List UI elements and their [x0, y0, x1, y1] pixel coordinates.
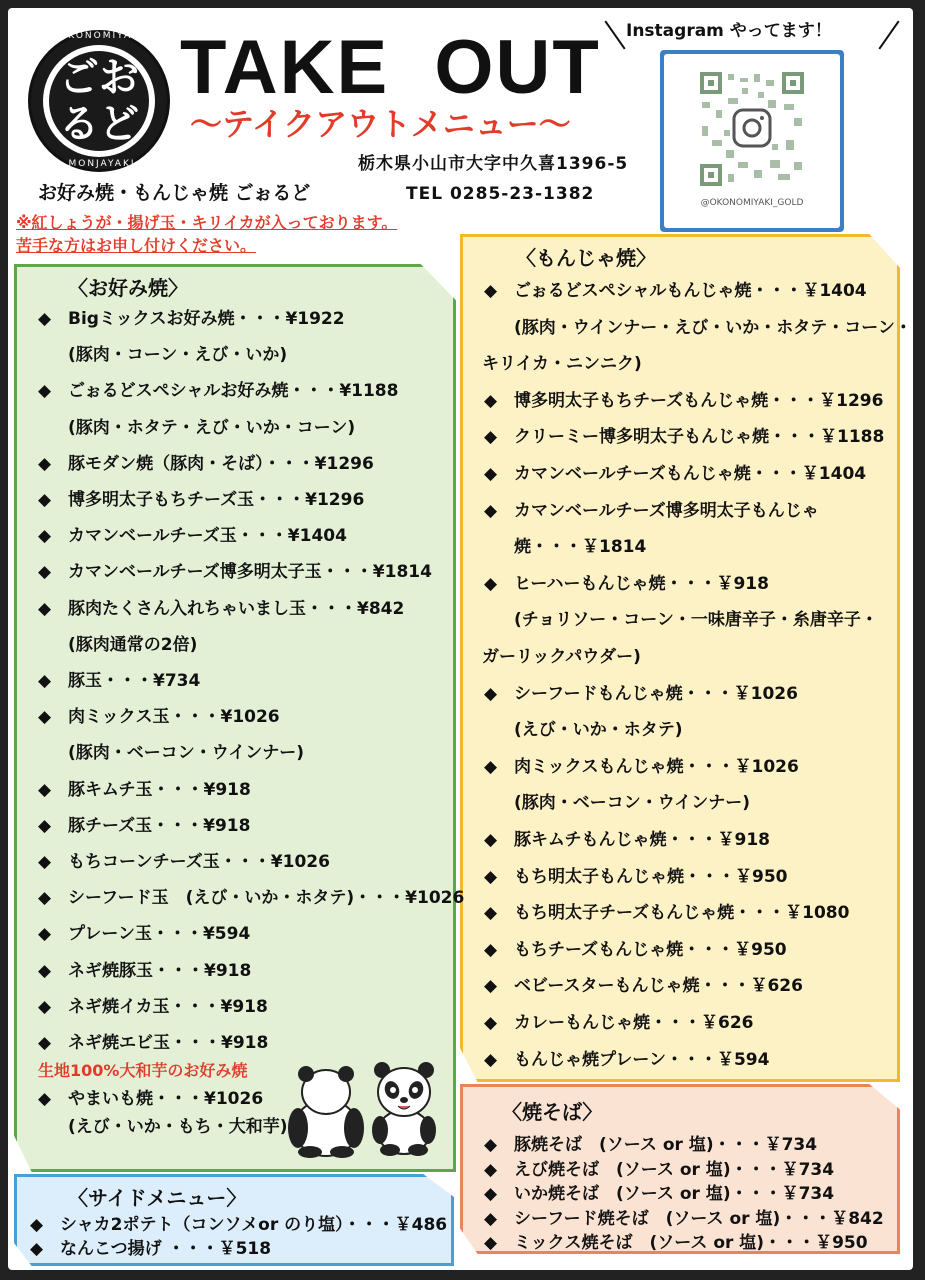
- bullet-icon: ◆: [484, 830, 498, 850]
- menu-item: ◆ もちコーンチーズ玉・・・¥1026: [38, 852, 330, 872]
- bullet-icon: ◆: [484, 391, 498, 411]
- bullet-icon: ◆: [484, 1013, 498, 1033]
- shop-name: お好み焼・もんじゃ焼 ごぉるど: [38, 182, 311, 204]
- menu-item: ◆ ベビースターもんじゃ焼・・・￥626: [484, 976, 803, 996]
- bullet-icon: ◆: [484, 427, 498, 447]
- menu-item-note: (豚肉・ベーコン・ウインナー): [68, 743, 305, 763]
- bullet-icon: ◆: [38, 562, 52, 582]
- logo-top-text: OKONOMIYAKI: [59, 31, 145, 41]
- bullet-icon: ◆: [484, 281, 498, 301]
- bullet-icon: ◆: [484, 757, 498, 777]
- panda-back-illustration: [286, 1066, 366, 1158]
- menu-item: ◆ ミックス焼そば (ソース or 塩)・・・￥950: [484, 1233, 868, 1253]
- menu-item-note-yamaimo: (えび・いか・もち・大和芋): [68, 1117, 288, 1137]
- menu-item: ◆ カレーもんじゃ焼・・・￥626: [484, 1013, 754, 1033]
- menu-item: ◆ シャカ2ポテト（コンソメor のり塩）・・・￥486: [30, 1215, 448, 1235]
- yamaimo-heading: 生地100%大和芋のお好み焼: [38, 1061, 248, 1080]
- bullet-icon: ◆: [484, 1135, 498, 1155]
- bullet-icon: ◆: [38, 309, 52, 329]
- instagram-label: Instagram やってます！: [626, 21, 832, 41]
- menu-item: ◆ シーフード焼そば (ソース or 塩)・・・￥842: [484, 1208, 884, 1229]
- menu-page: [8, 8, 913, 1270]
- shop-phone: TEL 0285-23-1382: [406, 184, 595, 204]
- menu-item-note: (豚肉通常の2倍): [68, 635, 198, 655]
- allergy-warning-line-1: ※紅しょうが・揚げ玉・キリイカが入っております。: [16, 213, 398, 232]
- monjayaki-title: 〈もんじゃ焼〉: [516, 246, 656, 270]
- bullet-icon: ◆: [38, 490, 52, 510]
- side-menu-title: 〈サイドメニュー〉: [68, 1186, 247, 1210]
- bullet-icon: ◆: [484, 464, 498, 484]
- menu-item-note: (えび・いか・ホタテ): [514, 720, 683, 740]
- bullet-icon: ◆: [38, 526, 52, 546]
- page-title: TAKE OUT: [180, 25, 601, 110]
- bullet-icon: ◆: [30, 1239, 44, 1259]
- menu-item: ◆ 博多明太子もちチーズ玉・・・¥1296: [38, 490, 365, 510]
- menu-item: ◆ なんこつ揚げ ・・・￥518: [30, 1239, 272, 1259]
- bullet-icon: ◆: [484, 501, 498, 521]
- bullet-icon: ◆: [484, 940, 498, 960]
- bullet-icon: ◆: [484, 867, 498, 887]
- bullet-icon: ◆: [484, 903, 498, 923]
- menu-item: ◆ 豚キムチもんじゃ焼・・・￥918: [484, 830, 770, 850]
- bullet-icon: ◆: [484, 684, 498, 704]
- bullet-icon: ◆: [38, 599, 52, 619]
- menu-item: ◆ ヒーハーもんじゃ焼・・・￥918: [484, 574, 769, 594]
- menu-item-note: 焼・・・￥1814: [514, 537, 647, 557]
- bullet-icon: ◆: [38, 381, 52, 401]
- menu-item: ◆ 肉ミックス玉・・・¥1026: [38, 707, 280, 727]
- bullet-icon: ◆: [38, 1033, 52, 1053]
- bullet-icon: ◆: [38, 671, 52, 691]
- panda-front-illustration: [368, 1060, 440, 1156]
- instagram-handle: @OKONOMIYAKI_GOLD: [700, 198, 804, 208]
- menu-item: ◆ クリーミー博多明太子もんじゃ焼・・・￥1188: [484, 427, 885, 447]
- bullet-icon: ◆: [484, 1184, 498, 1204]
- menu-item: ◆ ごぉるどスペシャルもんじゃ焼・・・￥1404: [484, 281, 867, 301]
- menu-item: ◆ Bigミックスお好み焼・・・¥1922: [38, 309, 345, 329]
- menu-item: ◆ 豚モダン焼（豚肉・そば）・・・¥1296: [38, 454, 374, 474]
- menu-item: ◆ シーフード玉 (えび・いか・ホタテ)・・・¥1026: [38, 888, 465, 908]
- emphasis-line-left: [604, 21, 625, 50]
- menu-item: ◆ シーフードもんじゃ焼・・・￥1026: [484, 684, 798, 704]
- okonomiyaki-title: 〈お好み焼〉: [68, 276, 188, 300]
- page-subtitle: 〜テイクアウトメニュー〜: [190, 105, 571, 143]
- menu-item: ◆ もちチーズもんじゃ焼・・・￥950: [484, 940, 787, 960]
- menu-item: ◆ 豚肉たくさん入れちゃいまし玉・・・¥842: [38, 599, 405, 619]
- bullet-icon: ◆: [38, 924, 52, 944]
- bullet-icon: ◆: [484, 976, 498, 996]
- qr-code-icon[interactable]: [698, 70, 806, 188]
- menu-item: ◆ いか焼そば (ソース or 塩)・・・￥734: [484, 1184, 835, 1204]
- bullet-icon: ◆: [30, 1215, 44, 1235]
- bullet-icon: ◆: [38, 707, 52, 727]
- menu-item: ◆ もんじゃ焼プレーン・・・￥594: [484, 1050, 770, 1070]
- bullet-icon: ◆: [38, 961, 52, 981]
- menu-item: ◆ プレーン玉・・・¥594: [38, 924, 251, 944]
- bullet-icon: ◆: [38, 454, 52, 474]
- logo-main-text: ごおるど: [49, 51, 149, 151]
- menu-item: ◆ 豚チーズ玉・・・¥918: [38, 816, 251, 836]
- menu-item-note: (豚肉・コーン・えび・いか): [68, 345, 288, 365]
- instagram-qr-card[interactable]: [660, 50, 844, 232]
- menu-item: ◆ えび焼そば (ソース or 塩)・・・￥734: [484, 1159, 835, 1180]
- bullet-icon: ◆: [38, 888, 52, 908]
- menu-item-note: (チョリソー・コーン・一味唐辛子・糸唐辛子・: [514, 610, 878, 630]
- bullet-icon: ◆: [484, 1233, 498, 1253]
- menu-item-note: (豚肉・ウインナー・えび・いか・ホタテ・コーン・: [514, 318, 912, 338]
- menu-item-note: (豚肉・ベーコン・ウインナー): [514, 793, 751, 813]
- menu-item: ◆ 豚キムチ玉・・・¥918: [38, 780, 251, 800]
- menu-item: ◆ もち明太子チーズもんじゃ焼・・・￥1080: [484, 903, 850, 923]
- menu-item: ◆ ネギ焼豚玉・・・¥918: [38, 961, 252, 981]
- menu-item: ◆ カマンベールチーズ博多明太子玉・・・¥1814: [38, 562, 432, 582]
- menu-item: ◆ カマンベールチーズもんじゃ焼・・・￥1404: [484, 464, 867, 484]
- shop-address: 栃木県小山市大字中久喜1396-5: [358, 154, 629, 174]
- menu-item: ◆ ネギ焼エビ玉・・・¥918: [38, 1033, 269, 1053]
- shop-logo: [28, 30, 170, 172]
- menu-item: ◆ 肉ミックスもんじゃ焼・・・￥1026: [484, 757, 799, 777]
- bullet-icon: ◆: [484, 1208, 498, 1229]
- menu-item-note: (豚肉・ホタテ・えび・いか・コーン): [68, 418, 356, 438]
- allergy-warning-line-2: 苦手な方はお申し付けください。: [16, 236, 257, 255]
- bullet-icon: ◆: [38, 816, 52, 836]
- bullet-icon: ◆: [38, 997, 52, 1017]
- menu-item: ◆ 豚焼そば (ソース or 塩)・・・￥734: [484, 1135, 818, 1155]
- menu-item-note: キリイカ・ニンニク): [482, 354, 642, 374]
- menu-item: ◆ カマンベールチーズ玉・・・¥1404: [38, 526, 347, 546]
- menu-item: ◆ ごぉるどスペシャルお好み焼・・・¥1188: [38, 381, 399, 401]
- bullet-icon: ◆: [38, 852, 52, 872]
- menu-item: ◆ 博多明太子もちチーズもんじゃ焼・・・￥1296: [484, 391, 884, 411]
- menu-item: ◆ カマンベールチーズ博多明太子もんじゃ: [484, 501, 819, 521]
- emphasis-line-right: [878, 21, 899, 50]
- menu-item: ◆ 豚玉・・・¥734: [38, 671, 201, 691]
- bullet-icon: ◆: [484, 1159, 498, 1180]
- logo-bottom-text: MONJAYAKI: [68, 159, 136, 169]
- bullet-icon: ◆: [484, 1050, 498, 1070]
- yakisoba-title: 〈焼そば〉: [502, 1100, 603, 1124]
- bullet-icon: ◆: [484, 574, 498, 594]
- menu-item: ◆ もち明太子もんじゃ焼・・・￥950: [484, 867, 788, 887]
- menu-item: ◆ ネギ焼イカ玉・・・¥918: [38, 997, 268, 1017]
- bullet-icon: ◆: [38, 780, 52, 800]
- menu-item-note: ガーリックパウダー): [482, 647, 641, 667]
- menu-item-yamaimo: ◆ やまいも焼・・・¥1026: [38, 1089, 264, 1109]
